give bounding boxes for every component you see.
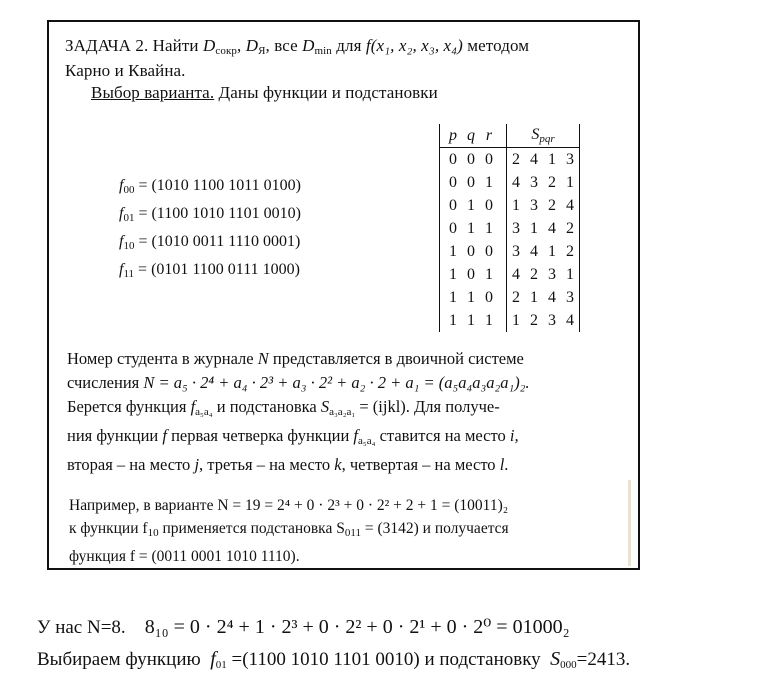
subst-row (440, 217, 580, 240)
example-line: функция f = (0011 0001 1010 1110). (69, 548, 300, 565)
method-text: методом (462, 36, 530, 55)
s-cell: 4 (561, 194, 580, 217)
example-box (63, 480, 631, 566)
s-cell: 4 (548, 219, 556, 237)
pqr-cell: 1 (449, 242, 457, 260)
s-cell: 4 (548, 288, 556, 306)
s-cell: 1 (548, 242, 556, 260)
variant-rest: Даны функции и подстановки (214, 83, 438, 102)
solution-choose: Выбираем функцию (37, 649, 206, 670)
function-row: $f_{11} = (0101$ 1100 0111 1000) (119, 261, 300, 280)
function-list (119, 174, 301, 286)
s-cell: 3 (561, 286, 580, 309)
pqr-cell: 0 (449, 173, 457, 191)
s-cell: 3 (548, 265, 556, 283)
header-p: p (444, 124, 462, 148)
s-cell: 3 (548, 311, 556, 329)
header-s: $S_{pqr}$ (507, 124, 580, 148)
s-cell: 3 (561, 148, 580, 172)
pqr-cell: 1 (467, 219, 475, 237)
for-text: для (331, 36, 366, 55)
pqr-cell: 1 (485, 311, 493, 329)
s-cell: 2 (512, 150, 520, 168)
pqr-cell: 0 (467, 242, 475, 260)
header-r: r (480, 124, 498, 148)
subst-row (440, 194, 580, 217)
pqr-cell: 0 (485, 196, 493, 214)
s-cell: 3 (530, 173, 538, 191)
task-card (47, 20, 640, 570)
pqr-cell: 0 (485, 150, 493, 168)
d-ya-sub: Я (258, 45, 266, 57)
pqr-cell: 1 (485, 265, 493, 283)
pqr-cell: 0 (467, 173, 475, 191)
subst-row (440, 240, 580, 263)
s-cell: 1 (561, 263, 580, 286)
subst-row (440, 171, 580, 194)
s-cell: 1 (512, 196, 520, 214)
pqr-cell: 1 (467, 196, 475, 214)
task-title-line2: Карно и Квайна. (65, 61, 186, 80)
title-prefix: ЗАДАЧА 2. Найти (65, 36, 203, 55)
pqr-cell: 0 (485, 288, 493, 306)
func-signature: f(x₁, x₂, x₃, x₄) (365, 36, 463, 55)
pqr-cell: 1 (485, 219, 493, 237)
s-cell: 3 (512, 242, 520, 260)
s-cell: 2 (548, 173, 556, 191)
s-cell: 1 (530, 288, 538, 306)
d-abbr: D (202, 36, 216, 55)
pqr-cell: 1 (467, 288, 475, 306)
pqr-cell: 1 (449, 265, 457, 283)
pqr-cell: 1 (467, 311, 475, 329)
example-text (69, 494, 509, 568)
header-q: q (462, 124, 480, 148)
s-cell: 2 (561, 240, 580, 263)
para-line: Берется функция $f_{a_5a_4}$ и подстановка $S_{a_3a_2a_1}$ = (ijkl). Для получе- (67, 397, 500, 418)
d-min-sub: min (314, 45, 332, 57)
s-cell: 2 (561, 217, 580, 240)
solution-binary: 8₁₀ = 0 · 2⁴ + 1 · 2³ + 0 · 2² + 0 · 2¹ + 0 · 2⁰ = 01000₂ (144, 616, 570, 638)
d-ya: D (245, 36, 259, 55)
para-line: вторая – на место j, третья – на место k, четвертая – на место l. (67, 455, 509, 474)
pqr-cell: 0 (449, 219, 457, 237)
s-cell: 4 (530, 150, 538, 168)
example-line: Например, в варианте N = 19 = 2⁴ + 0 · 2³ + 0 · 2² + 2 + 1 = (10011)₂ (69, 497, 509, 514)
para-line: Номер студента в журнале N представляется в двоичной системе (67, 349, 524, 368)
solution-line-2: Выбираем функцию $f_{01} =(1100$ 1010 1101 0010) и подстановку $S_{000}=2413$. (37, 648, 631, 671)
pqr-cell: 1 (449, 288, 457, 306)
s-cell: 1 (548, 150, 556, 168)
subst-row (440, 148, 580, 172)
description-paragraph (67, 347, 627, 477)
s-cell: 1 (530, 219, 538, 237)
variant-label: Выбор варианта. (91, 83, 215, 102)
s-cell: 3 (512, 219, 520, 237)
task-title: ЗАДАЧА 2. Найти $D_{сокр}$, $D_Я$, все $D_{min}$ для f(x₁, x₂, x₃, x₄) методом (65, 36, 530, 57)
s-cell: 2 (530, 265, 538, 283)
pqr-cell: 1 (485, 173, 493, 191)
s-cell: 4 (530, 242, 538, 260)
function-row: $f_{01} = (1100$ 1010 1101 0010) (119, 205, 301, 224)
solution-substitution: =2413. (576, 649, 631, 670)
solution-function: =(1100 1010 1101 0010) и подстановку (226, 649, 546, 670)
para-line: счисления N = a₅ · 2⁴ + a₄ · 2³ + a₃ · 2² + a₂ · 2 + a₁ = (a₅a₄a₃a₂a₁)₂. (67, 373, 530, 392)
s-cell: 4 (512, 173, 520, 191)
s-cell: 2 (512, 288, 520, 306)
d-min: D (302, 36, 315, 55)
solution-line-1 (37, 614, 570, 639)
s-cell: 2 (548, 196, 556, 214)
variant-heading (91, 83, 438, 103)
para-line: ния функции f первая четверка функции $f_{a_5a_4}$ ставится на место i, (67, 426, 519, 447)
all-text: , все (265, 36, 303, 55)
pqr-cell: 0 (449, 196, 457, 214)
pqr-cell: 0 (467, 265, 475, 283)
s-cell: 2 (530, 311, 538, 329)
substitution-table (439, 124, 580, 332)
pqr-cell: 0 (467, 150, 475, 168)
pqr-cell: 0 (485, 242, 493, 260)
s-cell: 4 (561, 309, 580, 332)
example-line: к функции $f_{10}$ применяется подстановка $S_{011} = (3142)$ и получается (69, 520, 509, 539)
function-row: $f_{10} = (1010$ 0011 1110 0001) (119, 233, 301, 252)
subst-row (440, 263, 580, 286)
s-cell: 1 (512, 311, 520, 329)
solution-n: У нас N=8. (37, 617, 126, 638)
function-row: $f_{00} = (1010$ 1100 1011 0100) (119, 177, 301, 196)
subst-row (440, 309, 580, 332)
d-abbr-sub: сокр (215, 45, 237, 57)
s-cell: 3 (530, 196, 538, 214)
s-cell: 4 (512, 265, 520, 283)
subst-row (440, 286, 580, 309)
pqr-cell: 1 (449, 311, 457, 329)
pqr-cell: 0 (449, 150, 457, 168)
s-cell: 1 (561, 171, 580, 194)
